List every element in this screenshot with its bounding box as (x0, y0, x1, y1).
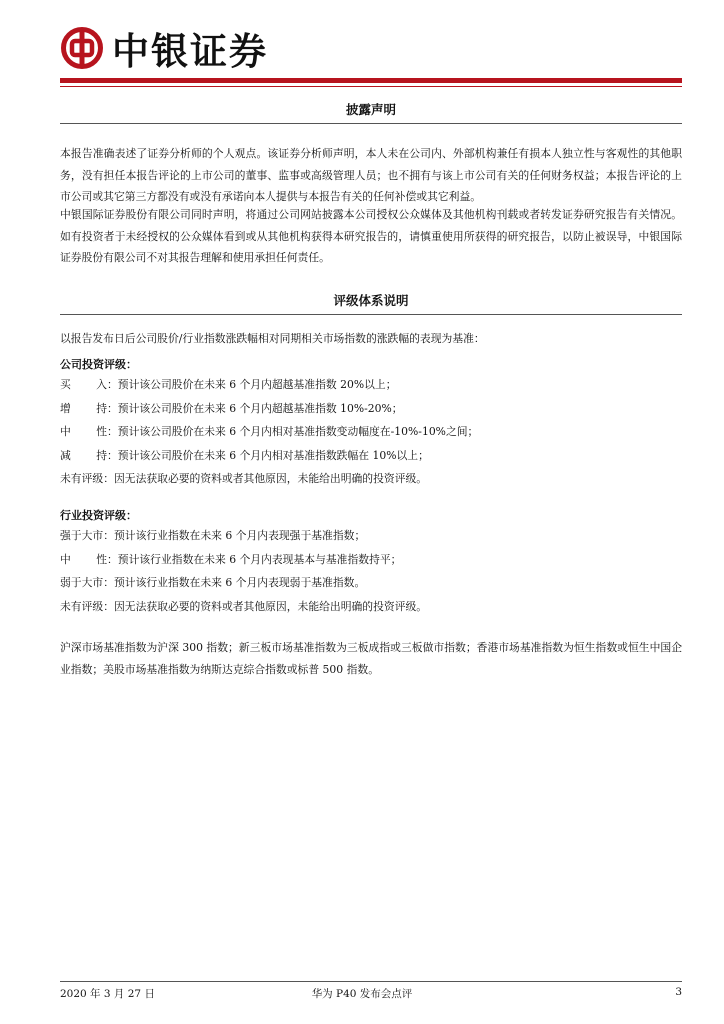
rating-label: 中 性 (60, 552, 107, 566)
list-item (60, 467, 682, 491)
rating-description: ：预计该公司股价在未来 6 个月内相对基准指数变动幅度在-10%-10%之间； (107, 425, 479, 438)
rating-description: ：预计该行业指数在未来 6 个月内表现强于基准指数； (103, 529, 366, 542)
rating-description: ：预计该公司股价在未来 6 个月内超越基准指数 10%-20%； (107, 401, 403, 415)
company-rating-heading: 公司投资评级： (60, 358, 137, 371)
disclosure-title: 披露声明 (345, 102, 396, 117)
rating-label: 增 持 (60, 401, 107, 415)
benchmark-note: 沪深市场基准指数为沪深 300 指数；新三板市场基准指数为三板成指或三板做市指数；香港市场基准指数为恒生指数或恒生中国企业指数；美股市场基准指数为纳斯达克综合指数或标普 500 指数。 (60, 641, 682, 676)
rating-label: 买 入 (60, 378, 107, 391)
rating-label: 中 性 (60, 425, 107, 438)
rating-label: 强于大市 (60, 529, 104, 542)
list-item (60, 548, 682, 572)
header-red-rule (60, 78, 682, 83)
industry-rating-list (60, 524, 682, 618)
industry-rating-heading: 行业投资评级： (60, 509, 137, 522)
list-item (60, 373, 682, 397)
header-thin-rule (60, 86, 682, 87)
rating-description: ：因无法获取必要的资料或者其他原因，未能给出明确的投资评级。 (103, 599, 428, 613)
footer-report-title: 华为 P40 发布会点评 (311, 988, 413, 1000)
brand-name: 中银证券 (112, 30, 268, 73)
footer-rule (60, 981, 682, 982)
rating-description: ：预计该公司股价在未来 6 个月内超越基准指数 20%以上； (107, 378, 397, 391)
rating-title-rule (60, 314, 682, 315)
rating-label: 弱于大市 (60, 576, 104, 589)
rating-label: 减 持 (60, 448, 107, 462)
disclosure-paragraph-2: 中银国际证券股份有限公司同时声明，将通过公司网站披露本公司授权公众媒体及其他机构刊载或者转发证券研究报告有关情况。如有投资者于未经授权的公众媒体看到或从其他机构获得本研究报告的，请慎重使用所获得的研究报告，以防止被误导，中银国际证券股份有限公司不对其报告理解和使用承担任何责任。 (60, 208, 682, 264)
rating-description: ：因无法获取必要的资料或者其他原因，未能给出明确的投资评级。 (103, 472, 428, 485)
rating-intro: 以报告发布日后公司股价/行业指数涨跌幅相对同期相关市场指数的涨跌幅的表现为基准： (60, 332, 485, 345)
list-item (60, 444, 682, 468)
rating-description: ：预计该公司股价在未来 6 个月内相对基准指数跌幅在 10%以上； (107, 448, 429, 462)
disclosure-paragraph-1: 本报告准确表述了证券分析师的个人观点。该证券分析师声明，本人未在公司内、外部机构兼任有损本人独立性与客观性的其他职务，没有担任本报告评论的上市公司的董事、监事或高级管理人员；也不拥有与该上市公司有关的任何财务权益；本报告评论的上市公司或其它第三方都没有或没有承诺向本人提供与本报告有关的任何补偿或其它利益。 (60, 147, 682, 203)
rating-system-title: 评级体系说明 (333, 293, 409, 308)
rating-label: 未有评级 (60, 472, 104, 485)
footer-date: 2020 年 3 月 27 日 (60, 988, 155, 1000)
rating-description: ：预计该行业指数在未来 6 个月内表现弱于基准指数。 (103, 576, 366, 589)
list-item (60, 595, 682, 619)
brand-logo (60, 24, 268, 72)
list-item (60, 571, 682, 595)
list-item (60, 524, 682, 548)
rating-description: ：预计该行业指数在未来 6 个月内表现基本与基准指数持平； (107, 552, 402, 566)
company-rating-list (60, 373, 682, 491)
rating-label: 未有评级 (60, 599, 104, 613)
list-item (60, 397, 682, 421)
disclosure-title-rule (60, 123, 682, 124)
list-item (60, 420, 682, 444)
bank-of-china-logo-icon (60, 26, 104, 70)
page-number: 3 (675, 986, 682, 998)
